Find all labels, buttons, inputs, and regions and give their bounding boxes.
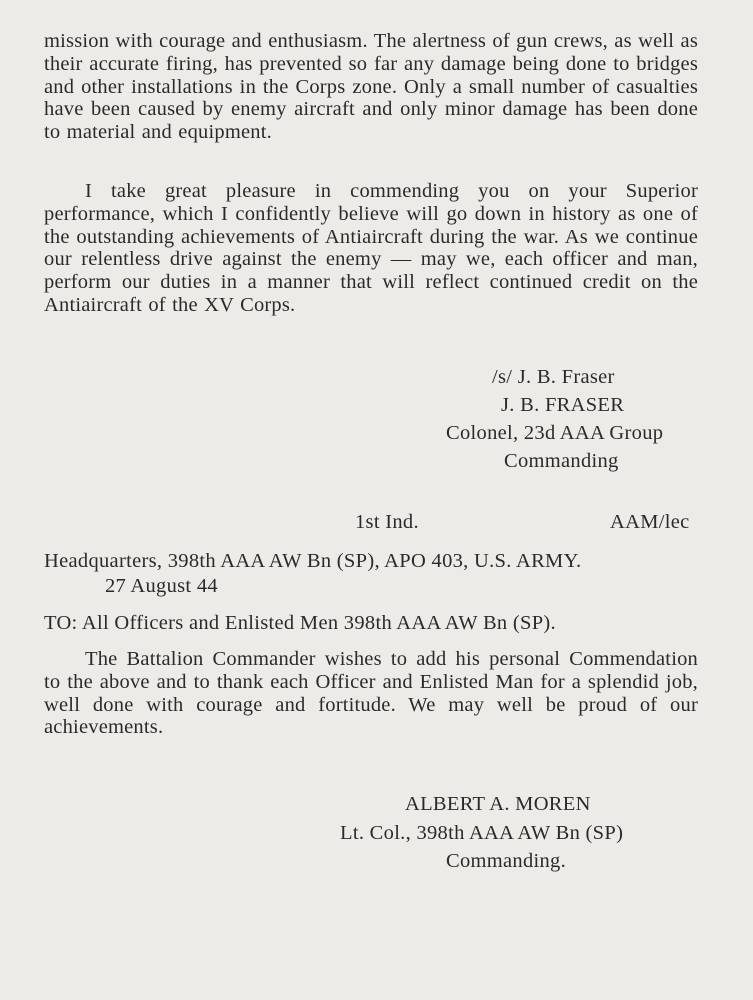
indorsement-paragraph: The Battalion Commander wishes to add his personal Commendation to the above and to thank each Officer and Enlisted Man for a splendid job, well done with courage and fortitude. We may well be proud of our achievements. bbox=[44, 648, 698, 739]
indorsement-reference: AAM/lec bbox=[610, 511, 690, 533]
letter-paragraph-2: I take great pleasure in commending you on your Superior performance, which I confidently believe will go down in history as one of the outstanding achievements of Antiaircraft during the war. As we continue our relentless drive against the enemy — may we, each officer and man, perform our duties in a manner that will reflect continued credit on the Antiaircraft of the XV Corps. bbox=[44, 180, 698, 316]
signed-line: /s/ J. B. Fraser bbox=[492, 366, 615, 388]
commander-role: Commanding. bbox=[446, 850, 567, 872]
addressee-line: TO: All Officers and Enlisted Men 398th AAA AW Bn (SP). bbox=[44, 612, 556, 634]
signer-name: J. B. FRASER bbox=[501, 394, 625, 416]
commander-name: ALBERT A. MOREN bbox=[405, 793, 591, 815]
commander-rank: Lt. Col., 398th AAA AW Bn (SP) bbox=[340, 822, 624, 844]
letter-paragraph-1: mission with courage and enthusiasm. The alertness of gun crews, as well as their accurate firing, has prevented so far any damage being done to bridges and other installations in the Corps zone. Only a small number of casualties have been caused by enemy aircraft and only minor damage has been done to material and equipment. bbox=[44, 30, 699, 144]
signer-rank: Colonel, 23d AAA Group bbox=[446, 422, 664, 444]
headquarters-line: Headquarters, 398th AAA AW Bn (SP), APO 403, U.S. ARMY. bbox=[44, 550, 582, 572]
signer-role: Commanding bbox=[504, 450, 619, 472]
indorsement-label: 1st Ind. bbox=[355, 511, 419, 533]
indorsement-date: 27 August 44 bbox=[105, 575, 218, 597]
